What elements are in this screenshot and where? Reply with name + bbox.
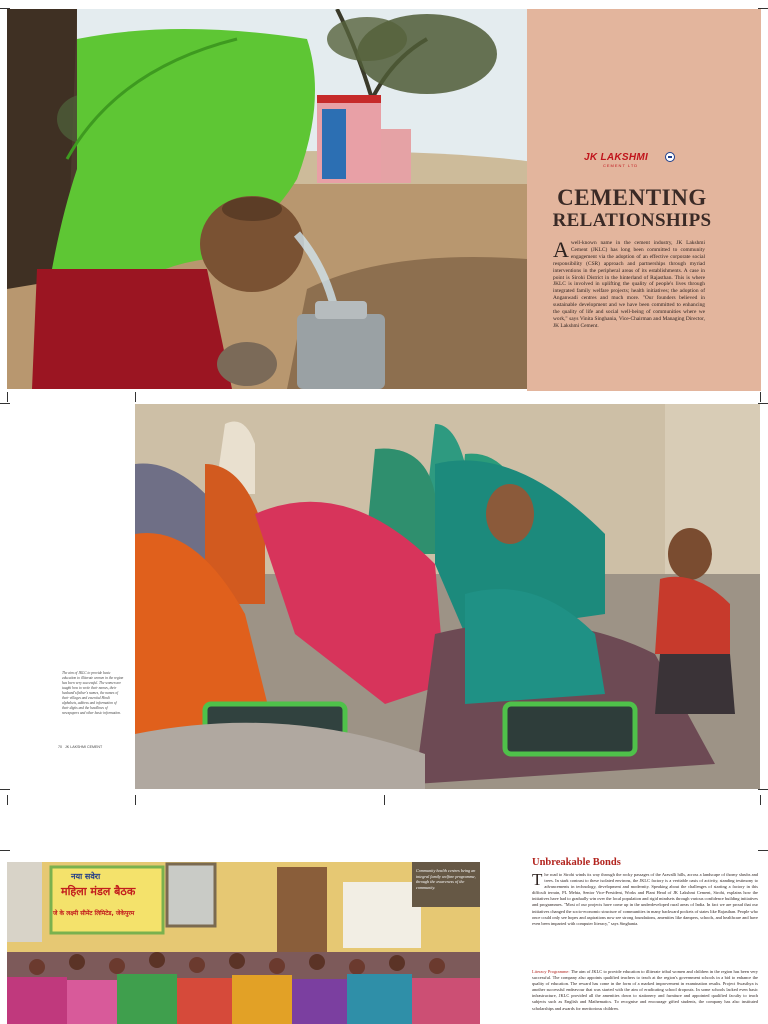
crop-mark [135,392,136,402]
dropcap: T [532,870,543,889]
section-text: he road to Sirohi winds its way through the rocky passages of the Aravalli hills, across a landscape of thorny shrubs and trees. In stark contrast to these isolated environs, the JKLC factory is a veritable oasis of activity, standing testimony to advancements in technology, development and modernity. Speaking about the challenges of starting a factory in this difficult terrain, PL Mehta, Senior Vice-President, Works and Plant Head of JK Lakshmi Cement, Sirohi, explains how the initiatives have had to gradually win over the local population and rigid mindsets through various confidence building initiatives and programmes. "Most of our projects have come up in the underdeveloped rural areas of India. In fact we are proud that our initiatives changed the socio-economic structure of communities in many backward pockets of states like Rajasthan. People who once could only see hopes and aspirations now see strong foundations, amenities like dampers, schools, and healthcare and have even been imparted with computer literacy," says Singhania. [532,872,758,926]
photo-caption: The aim of JKLC to provide basic education to illiterate women in the region has been very successful. The women are taught how to write their names, their husband's/father's names, the names of their villages and essential Hindi alphabets, address and information of their digits and the headlines of newspapers and other basic information. [62,671,124,715]
section-heading: Unbreakable Bonds [532,857,621,868]
literacy-paragraph [532,969,758,1012]
village-woman-photo [7,9,527,389]
title-line-1: CEMENTING [557,185,707,210]
crop-mark [7,392,8,402]
crop-mark [0,403,10,404]
dropcap: A [553,237,569,262]
brand-logo-sub: CEMENT LTD [603,163,639,168]
brand-logo: JK LAKSHMI [584,152,649,163]
page-number: 70 [58,745,62,749]
crop-mark [0,789,10,790]
section-paragraph [532,872,758,927]
literacy-text: The aim of JKLC to provide education to illiterate tribal women and children in the region has been very successful. The company also appoints qualified teachers to teach at the region's government schools in a bid to enhance the quality of education. The reward has come in the form of a marked improvement in examination results. Project Swasthya is another successful endeavour that was started with the aim of eradicating school dropouts. In some schools lacked even basic infrastructure, JKLC provided all the amenities down to stationery and furniture and appointed qualified faculty to teach subjects such as English and Mathematics. To recognise and encourage gifted students, the company has also instituted scholarships and awards for meritorious children. [532,969,758,1011]
literacy-class-photo [135,404,760,789]
brand-emblem-icon [665,152,675,162]
crop-mark [758,789,768,790]
crop-mark [135,795,136,805]
crop-mark [7,795,8,805]
crop-mark [384,795,385,805]
banner-top: नया सवेरा [71,872,101,881]
publication-name: JK LAKSHMI CEMENT [65,745,103,749]
article-title [552,186,712,232]
crop-mark [758,850,768,851]
crop-mark [0,850,10,851]
meeting-photo-caption: Community health centres being an integral family welfare programme, through the awareness of the community. [416,868,476,890]
title-line-2: RELATIONSHIPS [552,210,712,231]
intro-text: well-known name in the cement industry, JK Lakshmi Cement (JKLC) has long been committed to community engagement via the adoption of an effective corporate social responsibility (CSR) approach and partnerships through myriad interventions in the peripheral areas of its establishments. A case in point is Sirohi District in the hinterland of Rajasthan. This is where JKLC is involved in uplifting the quality of people's lives through integrated family welfare projects; health initiatives; the adoption of Anganwadi centres and much more. "Our founders believed in sustainable development and we have been committed to enhancing the quality of life and social well-being of communities where we work," says Vinita Singhania, Vice-Chairman and Managing Director, JK Lakshmi Cement. [553,240,705,329]
banner-bottom: जे के लक्ष्मी सीमेंट लिमिटेड, जेकेपुरम [53,910,135,917]
crop-mark [760,392,761,402]
page-folio [58,745,102,749]
literacy-lead: Literacy Programme: [532,969,570,974]
intro-paragraph [553,237,705,330]
community-meeting-photo [7,862,480,1024]
banner-main: महिला मंडल बैठक [61,885,136,898]
crop-mark [760,795,761,805]
